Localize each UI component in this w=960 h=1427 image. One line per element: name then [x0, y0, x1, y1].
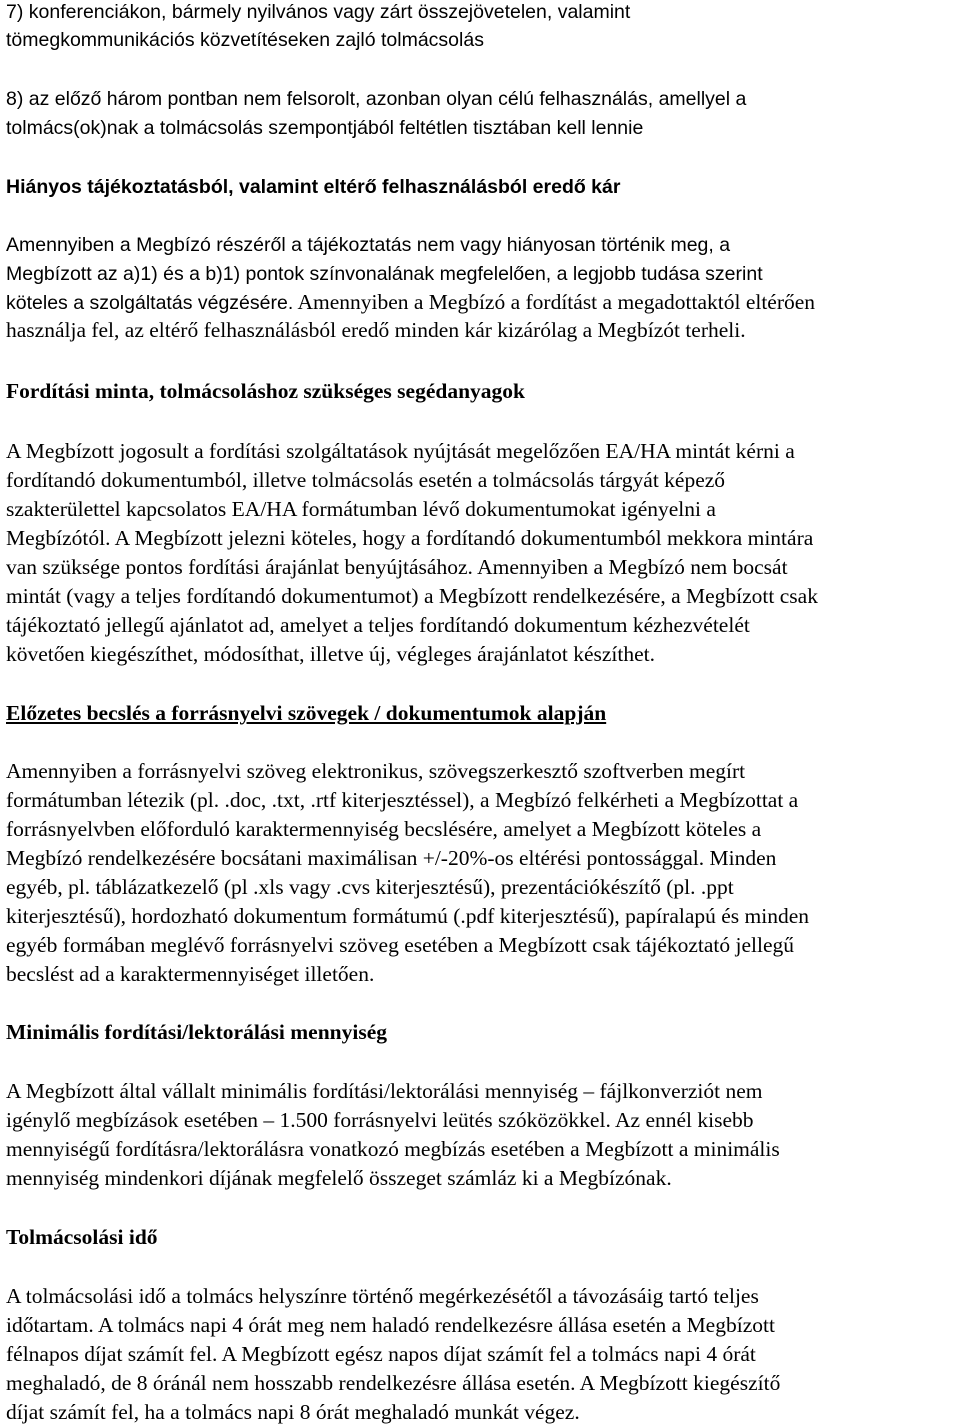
sample-line-8: követően kiegészíthet, módosíthat, illetve új, végleges árajánlatot készíthet.	[6, 642, 655, 666]
minimum-line-2: igénylő megbízások esetében – 1.500 forrásnyelvi leütés szóközökkel. Az ennél kisebb	[6, 1108, 754, 1132]
damage-line-3	[6, 288, 815, 319]
estimate-line-1: Amennyiben a forrásnyelvi szöveg elektronikus, szövegszerkesztő szoftverben megírt	[6, 759, 746, 783]
sample-line-6: mintát (vagy a teljes fordítandó dokumentumot) a Megbízott rendelkezésére, a Megbízott csak	[6, 584, 818, 608]
section-heading-minimum: Minimális fordítási/lektorálási mennyiség	[6, 1020, 388, 1044]
estimate-line-2: formátumban létezik (pl. .doc, .txt, .rtf kiterjesztéssel), a Megbízó felkérheti a Megbízottat a	[6, 788, 799, 812]
sample-line-2: fordítandó dokumentumból, illetve tolmácsolás esetén a tolmácsolás tárgyát képező	[6, 468, 726, 492]
damage-line-3-end: Amennyiben a Megbízó a fordítást a megadottaktól eltérően	[293, 290, 816, 314]
section-heading-damage: Hiányos tájékoztatásból, valamint eltérő felhasználásból eredő kár	[6, 176, 621, 198]
section-heading-sample: Fordítási minta, tolmácsoláshoz szükséges segédanyagok	[6, 379, 525, 403]
estimate-line-5: egyéb, pl. táblázatkezelő (pl .xls vagy .cvs kiterjesztésű), prezentációkészítő (pl. .ppt	[6, 875, 734, 899]
list-item-7-line-1: 7) konferenciákon, bármely nyilvános vagy zárt összejövetelen, valamint	[6, 1, 631, 23]
minimum-line-4: mennyiség mindenkori díjának megfelelő összeget számláz ki a Megbízónak.	[6, 1166, 672, 1190]
sample-line-7: tájékoztató jellegű ajánlatot ad, amelyet a teljes fordítandó dokumentum kézhezvételét	[6, 613, 750, 637]
minimum-line-1: A Megbízott által vállalt minimális fordítási/lektorálási mennyiség – fájlkonverziót nem	[6, 1079, 763, 1103]
damage-line-1: Amennyiben a Megbízó részéről a tájékoztatás nem vagy hiányosan történik meg, a	[6, 234, 731, 256]
sample-line-3: szakterülettel kapcsolatos EA/HA formátumban lévő dokumentumokat igényelni a	[6, 497, 716, 521]
estimate-line-4: Megbízó rendelkezésére bocsátani maximálisan +/-20%-os eltérési pontossággal. Minden	[6, 846, 777, 870]
time-line-3: félnapos díjat számít fel. A Megbízott egész napos díjat számít fel a tolmács napi 4 órát	[6, 1342, 756, 1366]
list-item-8-line-2: tolmács(ok)nak a tolmácsolás szempontjából feltétlen tisztában kell lennie	[6, 117, 644, 139]
estimate-line-6: kiterjesztésű), hordozható dokumentum formátumú (.pdf kiterjesztésű), papíralapú és minden	[6, 904, 810, 928]
section-heading-estimate: Előzetes becslés a forrásnyelvi szövegek / dokumentumok alapján	[6, 701, 607, 725]
section-heading-time: Tolmácsolási idő	[6, 1225, 158, 1249]
sample-line-5: van szüksége pontos fordítási árajánlat benyújtásához. Amennyiben a Megbízó nem bocsát	[6, 555, 788, 579]
damage-line-4: használja fel, az eltérő felhasználásból eredő minden kár kizárólag a Megbízót terheli.	[6, 318, 746, 342]
estimate-line-7: egyéb formában meglévő forrásnyelvi szöveg esetében a Megbízott csak tájékoztató jellegű	[6, 933, 795, 957]
time-line-5: díjat számít fel, ha a tolmács napi 8 órát meghaladó munkát végez.	[6, 1400, 580, 1424]
damage-line-2: Megbízott az a)1) és a b)1) pontok színvonalának megfelelően, a legjobb tudása szerint	[6, 263, 763, 285]
estimate-line-3: forrásnyelvben előforduló karaktermennyiség becslésére, amelyet a Megbízott köteles a	[6, 817, 762, 841]
list-item-7-line-2: tömegkommunikációs közvetítéseken zajló tolmácsolás	[6, 29, 484, 51]
list-item-8-line-1: 8) az előző három pontban nem felsorolt, azonban olyan célú felhasználás, amellyel a	[6, 88, 747, 110]
damage-line-3-start: köteles a szolgáltatás végzésére.	[6, 292, 294, 314]
time-line-4: meghaladó, de 8 óránál nem hosszabb rendelkezésre állása esetén. A Megbízott kiegészítő	[6, 1371, 781, 1395]
sample-line-4: Megbízótól. A Megbízott jelezni köteles, hogy a fordítandó dokumentumból mekkora mintára	[6, 526, 814, 550]
sample-line-1: A Megbízott jogosult a fordítási szolgáltatások nyújtását megelőzően EA/HA mintát kérni a	[6, 439, 795, 463]
estimate-line-8: becslést ad a karaktermennyiséget illetően.	[6, 962, 375, 986]
time-line-1: A tolmácsolási idő a tolmács helyszínre történő megérkezésétől a távozásáig tartó teljes	[6, 1284, 759, 1308]
time-line-2: időtartam. A tolmács napi 4 órát meg nem haladó rendelkezésre állása esetén a Megbízott	[6, 1313, 775, 1337]
minimum-line-3: mennyiségű fordításra/lektorálásra vonatkozó megbízás esetében a Megbízott a minimális	[6, 1137, 780, 1161]
